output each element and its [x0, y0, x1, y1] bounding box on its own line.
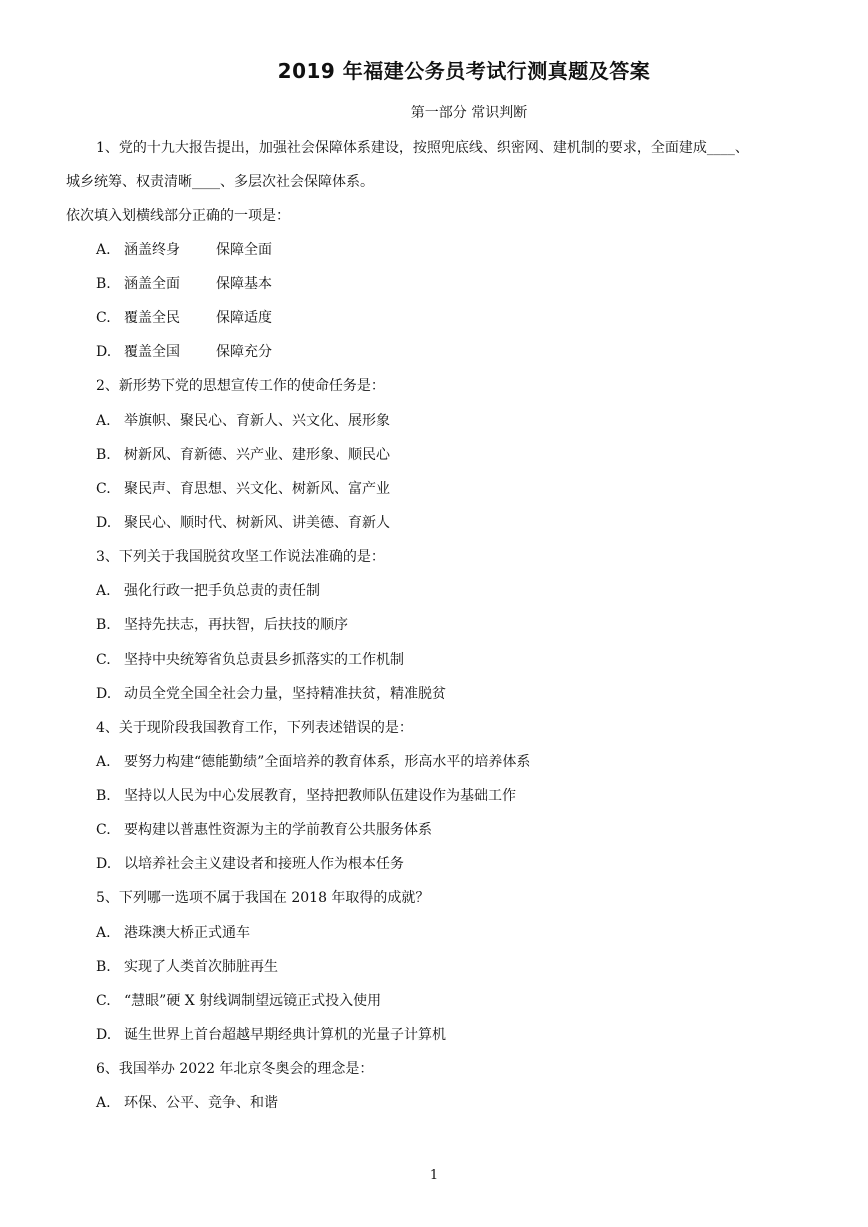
question-2-option-c	[96, 480, 390, 498]
option-letter: B.	[96, 276, 111, 292]
question-1-line-2: 城乡统筹、权责清晰____、多层次社会保障体系。	[66, 174, 374, 190]
question-3-option-c	[96, 651, 404, 669]
option-text: 港珠澳大桥正式通车	[124, 925, 250, 941]
option-letter: A.	[96, 583, 111, 599]
option-text: 坚持中央统筹省负总责县乡抓落实的工作机制	[124, 652, 404, 668]
option-text: 聚民心、顺时代、树新风、讲美德、育新人	[124, 515, 390, 531]
option-letter: D.	[96, 856, 112, 872]
option-letter: B.	[96, 447, 111, 463]
question-1-line-3: 依次填入划横线部分正确的一项是：	[66, 208, 290, 224]
option-text: 涵盖终身	[124, 242, 180, 258]
option-text: 以培养社会主义建设者和接班人作为根本任务	[124, 856, 404, 872]
option-letter: B.	[96, 788, 111, 804]
option-letter: A.	[96, 242, 111, 258]
option-letter: A.	[96, 413, 111, 429]
option-text: 实现了人类首次肺脏再生	[124, 959, 278, 975]
question-3-option-d	[96, 685, 446, 703]
option-text: 涵盖全面	[124, 276, 180, 292]
question-5-option-b	[96, 958, 278, 976]
option-text: “慧眼”硬 X 射线调制望远镜正式投入使用	[124, 993, 382, 1009]
question-3-option-a	[96, 582, 320, 600]
page-number: 1	[429, 1168, 439, 1183]
question-2-option-a	[96, 412, 390, 430]
option-text: 坚持先扶志，再扶智，后扶技的顺序	[124, 617, 348, 633]
option-text: 坚持以人民为中心发展教育，坚持把教师队伍建设作为基础工作	[124, 788, 516, 804]
question-4-stem: 4、关于现阶段我国教育工作，下列表述错误的是：	[96, 720, 413, 736]
option-letter: D.	[96, 686, 112, 702]
option-text: 要努力构建“德能勤绩”全面培养的教育体系，形高水平的培养体系	[124, 754, 531, 770]
option-letter: A.	[96, 925, 111, 941]
question-5-option-d	[96, 1026, 446, 1044]
question-2-option-b	[96, 446, 390, 464]
question-2-stem: 2、新形势下党的思想宣传工作的使命任务是：	[96, 378, 385, 394]
option-text: 强化行政一把手负总责的责任制	[124, 583, 320, 599]
option-letter: D.	[96, 515, 112, 531]
question-5-option-a	[96, 924, 250, 942]
option-text: 覆盖全民	[124, 310, 180, 326]
option-letter: C.	[96, 822, 111, 838]
question-1-option-a	[96, 241, 272, 259]
question-1-option-d	[96, 343, 272, 361]
option-text: 举旗帜、聚民心、育新人、兴文化、展形象	[124, 413, 390, 429]
question-1-line-1: 1、党的十九大报告提出，加强社会保障体系建设，按照兜底线、织密网、建机制的要求，全面建成____、	[96, 140, 749, 156]
question-6-option-a	[96, 1094, 278, 1112]
option-text-2: 保障充分	[216, 344, 272, 360]
option-text-2: 保障基本	[216, 276, 272, 292]
option-letter: C.	[96, 310, 111, 326]
question-1-option-b	[96, 275, 272, 293]
question-4-option-d	[96, 855, 404, 873]
option-text: 环保、公平、竞争、和谐	[124, 1095, 278, 1111]
option-text: 聚民声、育思想、兴文化、树新风、富产业	[124, 481, 390, 497]
option-text: 覆盖全国	[124, 344, 180, 360]
option-text: 诞生世界上首台超越早期经典计算机的光量子计算机	[124, 1027, 446, 1043]
option-text: 树新风、育新德、兴产业、建形象、顺民心	[124, 447, 390, 463]
option-letter: B.	[96, 959, 111, 975]
option-letter: C.	[96, 652, 111, 668]
document-title: 2019 年福建公务员考试行测真题及答案	[277, 59, 651, 83]
option-text-2: 保障适度	[216, 310, 272, 326]
option-text: 动员全党全国全社会力量，坚持精准扶贫，精准脱贫	[124, 686, 446, 702]
option-letter: A.	[96, 1095, 111, 1111]
option-letter: A.	[96, 754, 111, 770]
option-letter: B.	[96, 617, 111, 633]
option-letter: D.	[96, 344, 112, 360]
question-4-option-b	[96, 787, 516, 805]
question-4-option-c	[96, 821, 432, 839]
option-text: 要构建以普惠性资源为主的学前教育公共服务体系	[124, 822, 432, 838]
question-5-stem: 5、下列哪一选项不属于我国在 2018 年取得的成就？	[96, 890, 430, 906]
question-1-option-c	[96, 309, 272, 327]
question-4-option-a	[96, 753, 530, 771]
question-6-stem: 6、我国举办 2022 年北京冬奥会的理念是：	[96, 1061, 374, 1077]
question-3-stem: 3、下列关于我国脱贫攻坚工作说法准确的是：	[96, 549, 385, 565]
section-heading: 第一部分 常识判断	[410, 105, 528, 121]
option-text-2: 保障全面	[216, 242, 272, 258]
question-5-option-c	[96, 992, 381, 1010]
option-letter: C.	[96, 481, 111, 497]
question-3-option-b	[96, 616, 348, 634]
option-letter: C.	[96, 993, 111, 1009]
option-letter: D.	[96, 1027, 112, 1043]
question-2-option-d	[96, 514, 390, 532]
